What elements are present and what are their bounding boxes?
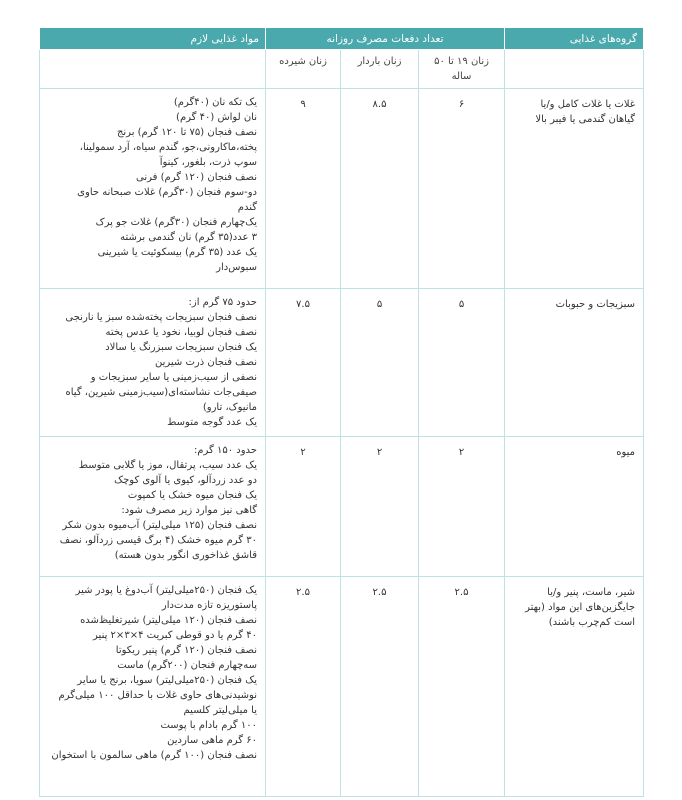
food-line: نصف فنجان سبزیجات پخته‌شده سبز یا نارنجی — [65, 312, 257, 323]
table-row — [40, 89, 644, 289]
food-line: ۱۰۰ گرم بادام با پوست — [160, 720, 257, 731]
food-line: یک‌چهارم فنجان (۳۰گرم) غلات جو پرک — [95, 217, 257, 228]
food-line: پاستوریزه تازه مدت‌دار — [161, 600, 257, 611]
food-line: ۳ عدد(۳۵ گرم) نان گندمی برشته — [120, 232, 257, 243]
group-cell: غلات یا غلات کامل و/یا گیاهان گندمی یا فیبر بالا — [505, 89, 644, 289]
women-19-50-cell: ۲ — [419, 437, 505, 577]
food-line: سه‌چهارم فنجان (۲۰۰گرم) ماست — [117, 660, 257, 671]
women-19-50-cell: ۲.۵ — [419, 577, 505, 797]
food-line: حدود ۷۵ گرم از: — [188, 297, 257, 308]
group-cell: میوه — [505, 437, 644, 577]
foods-cell — [40, 89, 266, 289]
food-line: گاهی نیز موارد زیر مصرف شود: — [121, 505, 257, 516]
food-table-container — [39, 27, 643, 797]
food-line: ۴۰ گرم یا دو قوطی کبریت ۴×۳×۲ پنیر — [93, 630, 257, 641]
subheader-lactating: زنان شیرده — [266, 50, 341, 89]
pregnant-cell: ۲ — [341, 437, 419, 577]
food-line: گندم — [237, 202, 257, 213]
food-line: ۳۰ گرم میوه خشک (۴ برگ قیسی زردآلو، نصف — [59, 535, 257, 546]
header-daily: تعداد دفعات مصرف روزانه — [266, 28, 505, 50]
food-line: نصف فنجان (۱۲۰ گرم) پنیر ریکوتا — [115, 645, 257, 656]
lactating-cell: ۷.۵ — [266, 289, 341, 437]
header-group: گروه‌های غذایی — [505, 28, 644, 50]
foods-cell — [40, 577, 266, 797]
lactating-cell: ۲.۵ — [266, 577, 341, 797]
food-line: نصف فنجان لوبیا، نخود یا عدس پخته — [105, 327, 257, 338]
foods-cell — [40, 437, 266, 577]
food-line: نصف فنجان (۱۲۰ میلی‌لیتر) شیرتغلیظ‌شده — [80, 615, 257, 626]
food-line: نصف فنجان (۱۲۰ گرم) فرنی — [136, 172, 257, 183]
pregnant-cell: ۲.۵ — [341, 577, 419, 797]
header-foods: مواد غذایی لازم — [40, 28, 266, 50]
header-row — [40, 28, 644, 50]
group-cell: شیر، ماست، پنیر و/یا جایگزین‌های این مواد (بهتر است کم‌چرب باشند) — [505, 577, 644, 797]
food-line: یک عدد (۳۵ گرم) بیسکوئیت یا شیرینی — [97, 247, 257, 258]
subheader-empty-foods — [40, 50, 266, 89]
food-line: ۶۰ گرم ماهی ساردین — [167, 735, 257, 746]
table-row — [40, 289, 644, 437]
food-line: قاشق غذاخوری انگور بدون هسته) — [114, 550, 257, 561]
lactating-cell: ۹ — [266, 89, 341, 289]
group-cell: سبزیجات و حبوبات — [505, 289, 644, 437]
pregnant-cell: ۵ — [341, 289, 419, 437]
food-line: نصف فنجان (۱۲۵ میلی‌لیتر) آب‌میوه بدون شکر — [62, 520, 257, 531]
lactating-cell: ۲ — [266, 437, 341, 577]
food-line: دو عدد زردآلو، کیوی یا آلوی کوچک — [114, 475, 257, 486]
food-line: سبوس‌دار — [216, 262, 257, 273]
food-line: سوپ ذرت، بلغور، کینوآ — [159, 157, 257, 168]
food-line: نصف فنجان (۷۵ تا ۱۲۰ گرم) برنج — [116, 127, 257, 138]
food-line: نوشیدنی‌های حاوی غلات با حداقل ۱۰۰ میلی‌گرم — [58, 690, 257, 701]
food-line: یک عدد گوجه متوسط — [167, 417, 257, 428]
food-line: حدود ۱۵۰ گرم: — [193, 445, 257, 456]
food-line: نصفی از سیب‌زمینی یا سایر سبزیجات و — [90, 372, 257, 383]
subheader-empty — [505, 50, 644, 89]
food-line: یک فنجان سبزیجات سبزرنگ یا سالاد — [105, 342, 257, 353]
table-row — [40, 577, 644, 797]
food-line: یک فنجان میوه خشک یا کمپوت — [127, 490, 257, 501]
food-groups-table — [39, 27, 644, 797]
food-line: یک فنجان (۲۵۰میلی‌لیتر) سویا، برنج یا سایر — [77, 675, 257, 686]
food-line: یک فنجان (۲۵۰میلی‌لیتر) آب‌دوغ یا پودر شیر — [75, 585, 257, 596]
foods-cell — [40, 289, 266, 437]
food-line: مانیوک، تارو) — [202, 402, 257, 413]
women-19-50-cell: ۶ — [419, 89, 505, 289]
table-row — [40, 437, 644, 577]
food-line: نصف فنجان ذرت شیرین — [155, 357, 257, 368]
food-line: یک تکه نان (۴۰گرم) — [173, 97, 257, 108]
subheader-row — [40, 50, 644, 89]
food-line: نان لواش (۴۰ گرم) — [176, 112, 257, 123]
food-line: نصف فنجان (۱۰۰ گرم) ماهی سالمون با استخوان — [51, 750, 257, 761]
women-19-50-cell: ۵ — [419, 289, 505, 437]
food-line: یا میلی‌لیتر کلسیم — [183, 705, 257, 716]
food-line: دو-سوم فنجان (۳۰گرم) غلات صبحانه حاوی — [77, 187, 257, 198]
pregnant-cell: ۸.۵ — [341, 89, 419, 289]
food-line: یک عدد سیب، پرتقال، موز یا گلابی متوسط — [78, 460, 257, 471]
subheader-women-19-50: زنان ۱۹ تا ۵۰ ساله — [419, 50, 505, 89]
food-line: صیفی‌جات نشاسته‌ای(سیب‌زمینی شیرین، گیاه — [65, 387, 257, 398]
subheader-pregnant: زنان باردار — [341, 50, 419, 89]
food-line: پخته،ماکارونی،جو، گندم سیاه، آرد سمولینا، — [79, 142, 257, 153]
